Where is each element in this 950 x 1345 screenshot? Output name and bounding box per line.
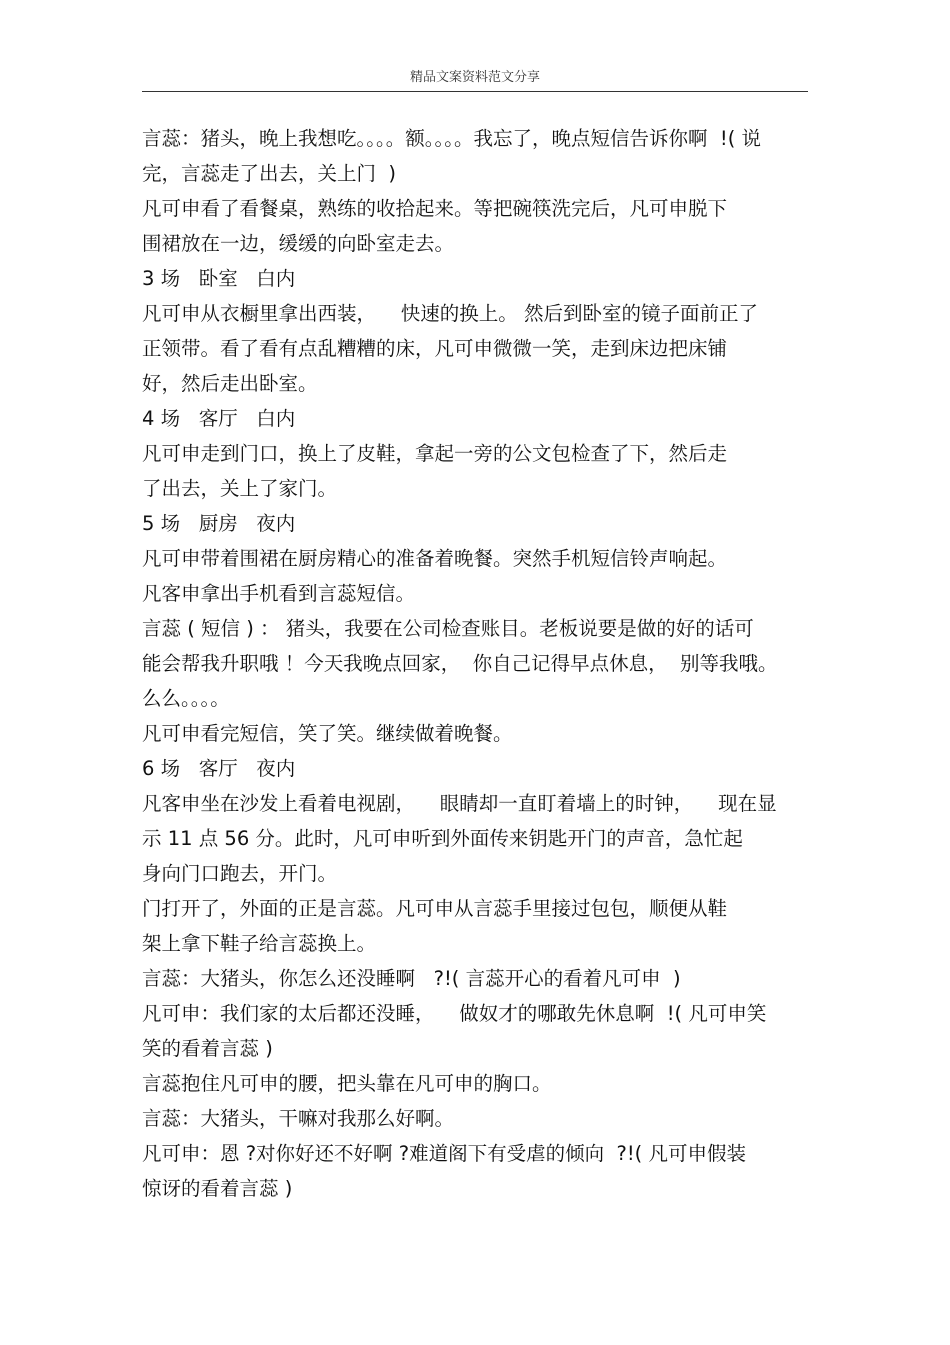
scene-heading: 5 场 厨房 夜内: [142, 512, 296, 535]
document-body: [142, 121, 812, 1206]
text-line: 凡可申看了看餐桌，熟练的收拾起来。等把碗筷洗完后，凡可申脱下: [142, 197, 728, 220]
text-line: 言蕊抱住凡可申的腰，把头靠在凡可申的胸口。: [142, 1072, 552, 1095]
text-line: 好，然后走出卧室。: [142, 372, 318, 395]
text-line: 身向门口跑去，开门。: [142, 862, 338, 885]
text-line: 正领带。看了看有点乱糟糟的床，凡可申微微一笑，走到床边把床铺: [142, 337, 728, 360]
text-line: 凡可申走到门口，换上了皮鞋，拿起一旁的公文包检查了下，然后走: [142, 442, 728, 465]
text-line: 笑的看着言蕊 ): [142, 1037, 273, 1060]
scene-heading: 4 场 客厅 白内: [142, 407, 296, 430]
text-line: 凡客申坐在沙发上看着电视剧， 眼睛却一直盯着墙上的时钟， 现在显: [142, 792, 777, 815]
text-line: 完，言蕊走了出去，关上门 ): [142, 162, 397, 185]
text-line: 围裙放在一边，缓缓的向卧室走去。: [142, 232, 455, 255]
text-line: 门打开了，外面的正是言蕊。凡可申从言蕊手里接过包包，顺便从鞋: [142, 897, 728, 920]
text-line: 言蕊：大猪头，干嘛对我那么好啊。: [142, 1107, 455, 1130]
text-line: 么么。。。。: [142, 687, 230, 710]
text-line: 惊讶的看着言蕊 ): [142, 1177, 293, 1200]
text-line: 架上拿下鞋子给言蕊换上。: [142, 932, 377, 955]
scene-heading: 3 场 卧室 白内: [142, 267, 296, 290]
header-divider: [142, 91, 808, 92]
text-line: 言蕊 ( 短信 ) ： 猪头，我要在公司检查账目。老板说要是做的好的话可: [142, 617, 754, 640]
text-line: 凡可申：我们家的太后都还没睡， 做奴才的哪敢先休息啊 !( 凡可申笑: [142, 1002, 767, 1025]
text-line: 凡可申看完短信，笑了笑。继续做着晚餐。: [142, 722, 513, 745]
text-line: 凡可申带着围裙在厨房精心的准备着晚餐。突然手机短信铃声响起。: [142, 547, 728, 570]
text-line: 言蕊：猪头，晚上我想吃。。。。额。。。。我忘了，晚点短信告诉你啊 !( 说: [142, 127, 762, 150]
text-line: 凡客申拿出手机看到言蕊短信。: [142, 582, 416, 605]
text-line: 了出去，关上了家门。: [142, 477, 338, 500]
page-header: 精品文案资料范文分享: [409, 70, 540, 85]
text-line: 言蕊：大猪头，你怎么还没睡啊 ?!( 言蕊开心的看着凡可申 ): [142, 967, 681, 990]
scene-heading: 6 场 客厅 夜内: [142, 757, 296, 780]
text-line: 凡可申：恩 ?对你好还不好啊 ?难道阁下有受虐的倾向 ?!( 凡可申假装: [142, 1142, 746, 1165]
text-line: 示 11 点 56 分。此时，凡可申听到外面传来钥匙开门的声音，急忙起: [142, 827, 743, 850]
text-line: 能会帮我升职哦 ！今天我晚点回家， 你自己记得早点休息， 别等我哦。: [142, 652, 778, 675]
text-line: 凡可申从衣橱里拿出西装， 快速的换上。 然后到卧室的镜子面前正了: [142, 302, 758, 325]
